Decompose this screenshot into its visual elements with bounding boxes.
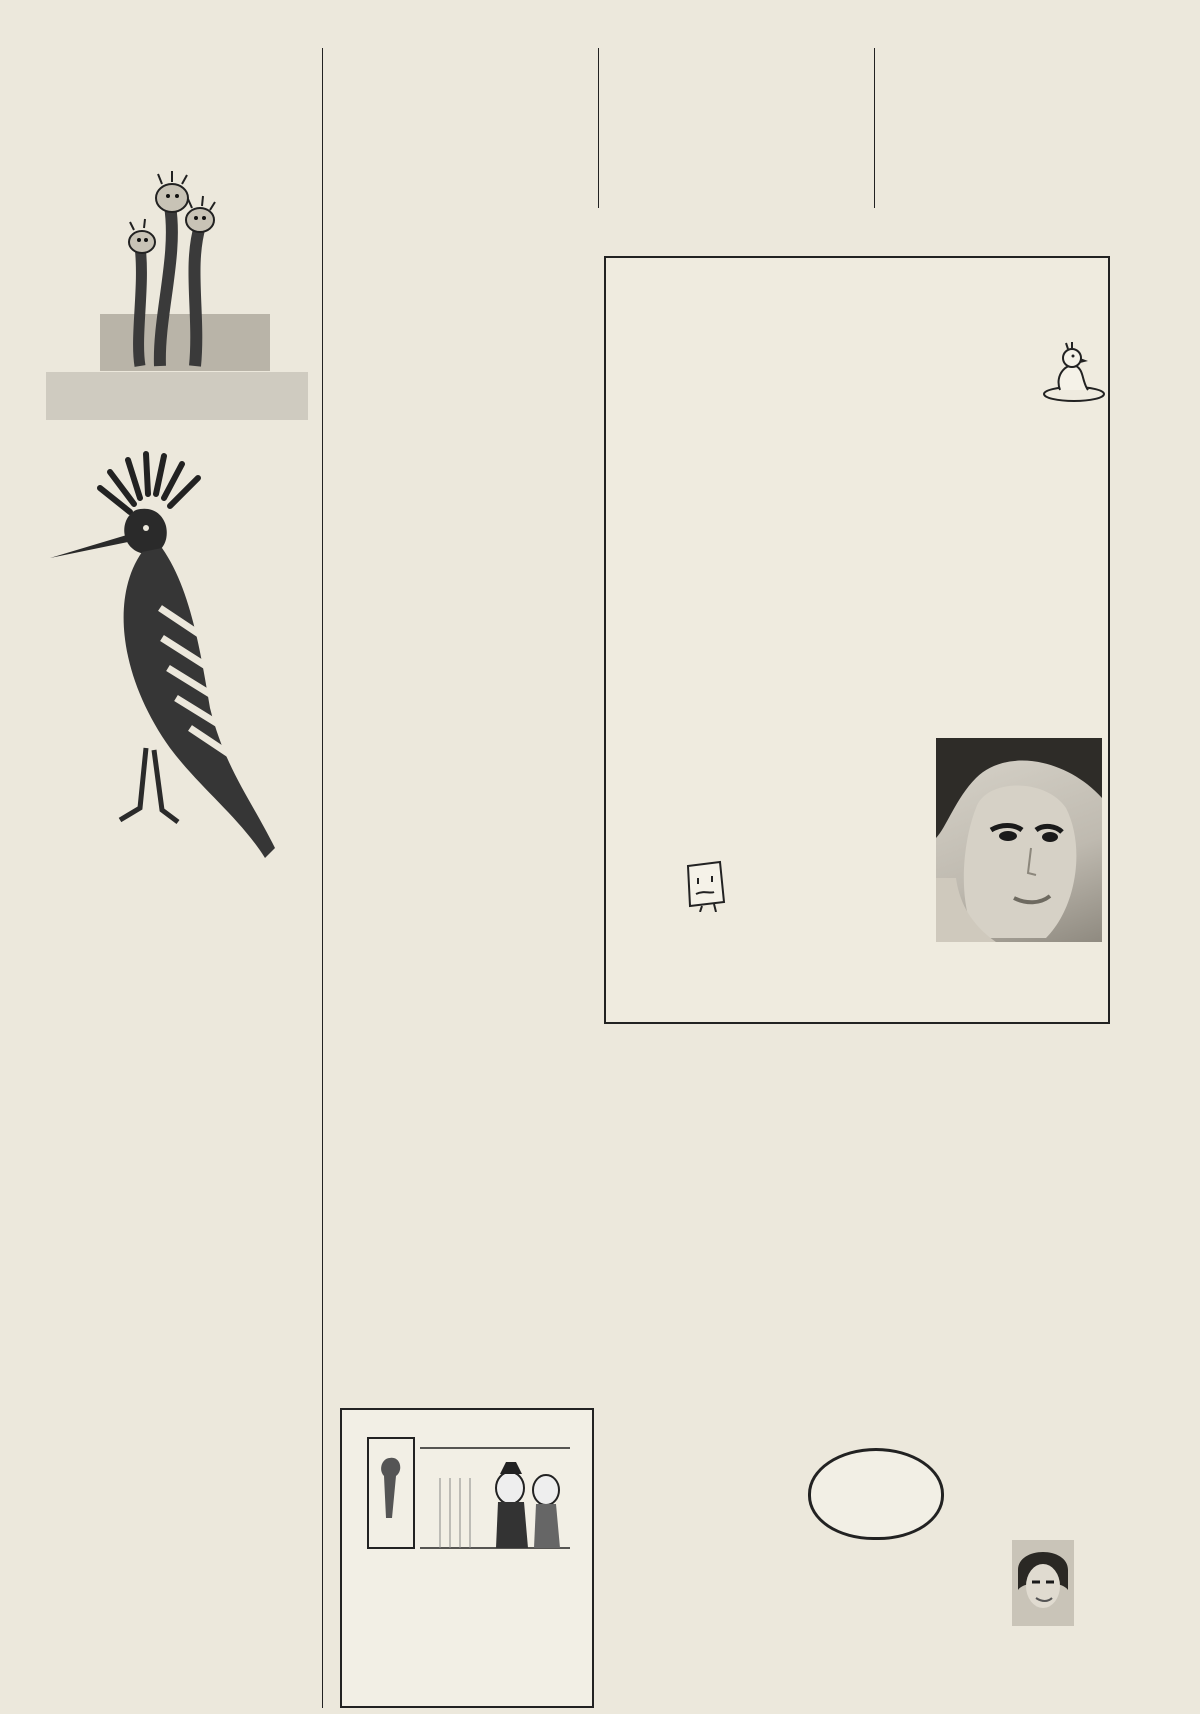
solution-photo bbox=[1012, 1540, 1074, 1626]
article-column-3 bbox=[606, 48, 864, 54]
column-rule-1 bbox=[322, 48, 323, 1708]
chick-doodle bbox=[1038, 340, 1108, 404]
face-doodle bbox=[680, 858, 730, 912]
title-rojek bbox=[60, 112, 80, 115]
solution-grid bbox=[958, 1446, 1134, 1708]
clues-column-1 bbox=[610, 1046, 798, 1048]
woman-photo bbox=[936, 738, 1102, 942]
birds-illustration bbox=[100, 166, 270, 371]
woman-portrait bbox=[936, 738, 1102, 942]
hoopoe-illustration bbox=[50, 448, 290, 878]
column-rule-3 bbox=[874, 48, 875, 208]
article-column-4 bbox=[884, 48, 1148, 54]
article-column-2 bbox=[333, 48, 591, 54]
pttk-cartoon-ad bbox=[340, 1408, 594, 1708]
cartoon-drawing bbox=[350, 1418, 582, 1564]
article-column-1 bbox=[50, 886, 312, 892]
lechia-logo bbox=[808, 1448, 944, 1540]
clues-column-2 bbox=[802, 1046, 956, 1052]
title-siostry bbox=[50, 51, 70, 52]
crossword-box bbox=[604, 256, 1110, 1024]
winners-text bbox=[960, 1046, 1148, 1052]
column-rule-2 bbox=[598, 48, 599, 208]
prize-banner bbox=[606, 1018, 1144, 1048]
subtitle-band bbox=[46, 372, 308, 420]
